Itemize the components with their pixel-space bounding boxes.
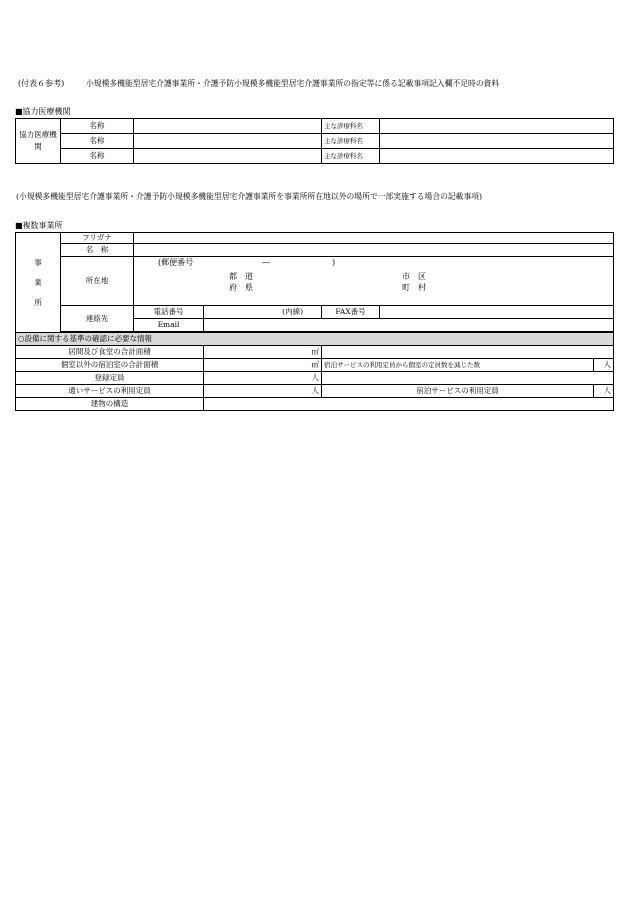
city-bottom: 町 村 <box>402 283 426 292</box>
living-dining-area-input[interactable] <box>204 346 322 359</box>
page-title: 小規模多機能型居宅介護事業所・介護予防小規模多機能型居宅介護事業所の指定等に係る記載事項記入欄不足時の資料 <box>86 79 500 88</box>
phone-label: 電話番号 <box>134 306 204 319</box>
medical-dept-input[interactable] <box>380 119 614 134</box>
office-name-label: 名 称 <box>61 244 134 257</box>
nonprivate-room-area-unit: ㎡ <box>311 360 319 369</box>
cooperating-medical-section-title: ■協力医療機関 <box>15 107 71 116</box>
medical-dept-label: 主な診療科名 <box>322 149 380 164</box>
multi-office-table <box>15 232 614 411</box>
cooperating-medical-table <box>15 118 614 164</box>
medical-name-input[interactable] <box>134 119 322 134</box>
office-label-char: 事 <box>34 257 42 267</box>
extension-label: (内線) <box>282 307 303 316</box>
postal-dash: ― <box>262 258 270 267</box>
medical-dept-label: 主な診療科名 <box>322 134 380 149</box>
building-structure-label: 建物の構造 <box>16 398 204 411</box>
reference-note: (付表６参考) <box>18 79 65 88</box>
overnight-minus-private-label: 宿泊サービスの利用定員から個室の定員数を減じた数 <box>322 359 594 372</box>
overnight-minus-private-input[interactable] <box>594 359 614 372</box>
city-top: 市 区 <box>402 272 426 281</box>
medical-dept-input[interactable] <box>380 149 614 164</box>
overnight-capacity-label: 宿泊サービスの利用定員 <box>322 385 594 398</box>
living-dining-area-unit: ㎡ <box>311 347 319 356</box>
overnight-capacity-input[interactable] <box>594 385 614 398</box>
furigana-input[interactable] <box>134 233 614 244</box>
postal-close: ) <box>332 258 336 267</box>
office-label-char: 業 <box>34 277 42 287</box>
medical-name-label: 名称 <box>61 119 134 134</box>
email-input[interactable] <box>204 319 614 332</box>
office-label-char: 所 <box>34 297 42 307</box>
contact-label: 連絡先 <box>61 306 134 332</box>
registered-capacity-label: 登録定員 <box>16 372 204 385</box>
email-label: Email <box>134 319 204 332</box>
blank-cell <box>322 372 614 385</box>
office-label <box>16 233 61 333</box>
living-dining-area-label: 居間及び食堂の合計面積 <box>16 346 204 359</box>
medical-name-label: 名称 <box>61 134 134 149</box>
facility-info-header: ○設備に関する基準の確認に必要な情報 <box>16 333 614 346</box>
medical-name-input[interactable] <box>134 134 322 149</box>
medical-name-input[interactable] <box>134 149 322 164</box>
prefecture-bottom: 府 県 <box>229 283 253 292</box>
phone-input[interactable] <box>204 306 322 319</box>
overnight-minus-private-unit: 人 <box>603 360 612 369</box>
address-input[interactable] <box>134 257 614 306</box>
fax-input[interactable] <box>380 306 614 319</box>
multi-office-section-title: ■複数事業所 <box>15 221 63 230</box>
medical-dept-input[interactable] <box>380 134 614 149</box>
nonprivate-room-area-label: 個室以外の宿泊室の合計面積 <box>16 359 204 372</box>
building-structure-input[interactable] <box>204 398 614 411</box>
day-service-capacity-label: 通いサービスの利用定員 <box>16 385 204 398</box>
office-name-input[interactable] <box>134 244 614 257</box>
prefecture-top: 都 道 <box>229 272 253 281</box>
medical-dept-label: 主な診療科名 <box>322 119 380 134</box>
cooperating-medical-group-label: 協力医療機関 <box>16 119 61 164</box>
postal-label: (郵便番号 <box>158 258 194 267</box>
day-service-capacity-input[interactable] <box>204 385 322 398</box>
fax-label: FAX番号 <box>322 306 380 319</box>
day-service-capacity-unit: 人 <box>311 386 319 395</box>
registered-capacity-input[interactable] <box>204 372 322 385</box>
partial-implementation-note: (小規模多機能型居宅介護事業所・介護予防小規模多機能型居宅介護事業所を事業所所在地以外の場所で一部実施する場合の記載事項) <box>16 192 483 201</box>
blank-cell <box>322 346 614 359</box>
medical-name-label: 名称 <box>61 149 134 164</box>
nonprivate-room-area-input[interactable] <box>204 359 322 372</box>
overnight-capacity-unit: 人 <box>603 386 612 395</box>
registered-capacity-unit: 人 <box>311 373 319 382</box>
address-label: 所在地 <box>61 257 134 306</box>
furigana-label: フリガナ <box>61 233 134 244</box>
